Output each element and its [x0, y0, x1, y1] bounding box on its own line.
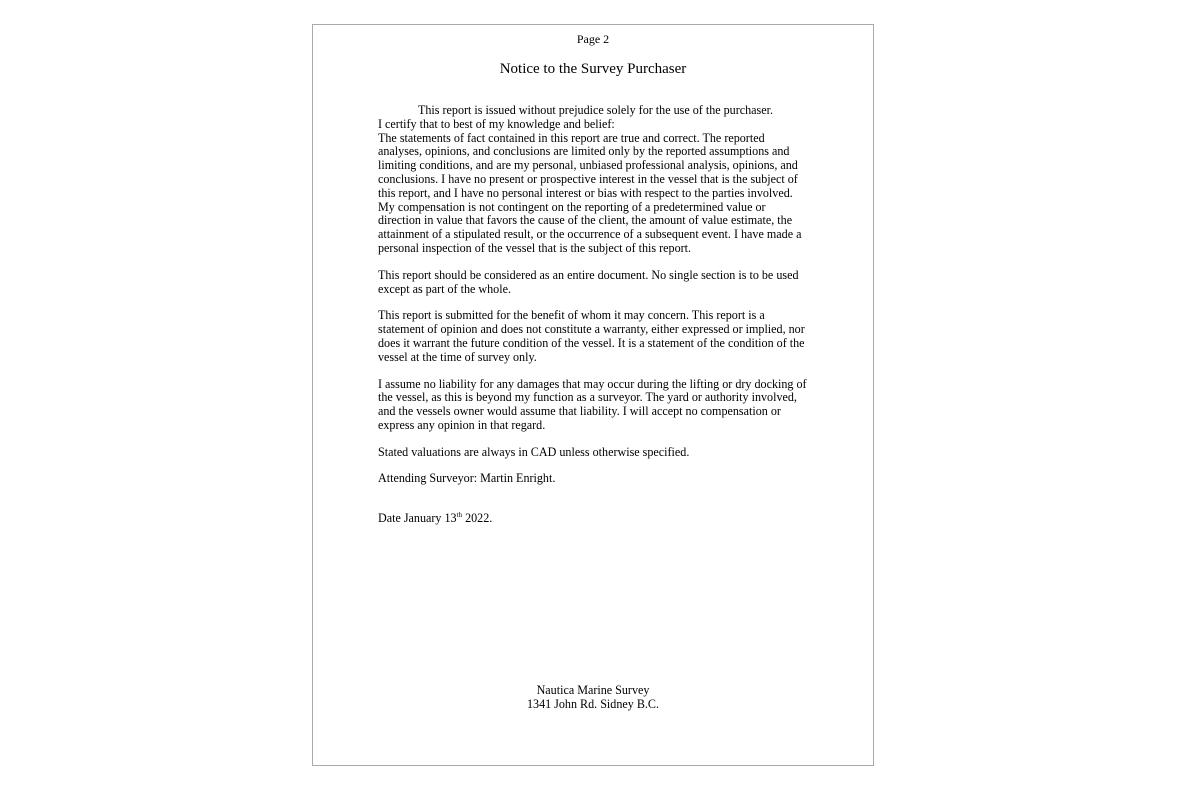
entire-document-paragraph: This report should be considered as an entire document. No single section is to be used except as part of the whole.	[378, 267, 799, 296]
page-title: Notice to the Survey Purchaser	[499, 61, 687, 77]
page-footer	[313, 683, 873, 711]
valuations-paragraph: Stated valuations are always in CAD unless otherwise specified.	[378, 444, 690, 459]
page-number: Page 2	[576, 32, 610, 46]
date-ordinal-suffix: th	[456, 511, 463, 520]
footer-company: Nautica Marine Survey	[536, 683, 650, 697]
liability-paragraph: I assume no liability for any damages that may occur during the lifting or dry docking of the vessel, as this is beyond my function as a surveyor. The yard or authority involved, and the vessels owner would assume that liability. I will accept no compensation or express any opinion in that regard.	[378, 376, 807, 432]
statement-paragraph: The statements of fact contained in this report are true and correct. The reported analyses, opinions, and conclusions are limited only by the reported assumptions and limiting conditions, and are my personal, unbiased professional analysis, opinions, and conclusions. I have no present or prospective interest in the vessel that is the subject of this report, and I have no personal interest or bias with respect to the parties involved. My compensation is not contingent on the reporting of a predetermined value or direction in value that favors the cause of the client, the amount of value estimate, the attainment of a stipulated result, or the occurrence of a subsequent event. I have made a personal inspection of the vessel that is the subject of this report.	[378, 130, 802, 255]
date-prefix: Date January 13	[378, 511, 457, 526]
attending-surveyor: Attending Surveyor: Martin Enright.	[378, 470, 556, 485]
report-date	[378, 512, 811, 526]
footer-address: 1341 John Rd. Sidney B.C.	[526, 697, 660, 711]
certify-line: I certify that to best of my knowledge and belief:	[378, 116, 615, 131]
date-year: 2022.	[462, 511, 493, 526]
document-page	[312, 24, 874, 766]
document-body	[378, 104, 811, 526]
benefit-paragraph: This report is submitted for the benefit of whom it may concern. This report is a statement of opinion and does not constitute a warranty, either expressed or implied, nor does it warrant the future condition of the vessel. It is a statement of the condition of the vessel at the time of survey only.	[378, 308, 805, 364]
intro-paragraph: This report is issued without prejudice solely for the use of the purchaser.	[418, 103, 773, 117]
